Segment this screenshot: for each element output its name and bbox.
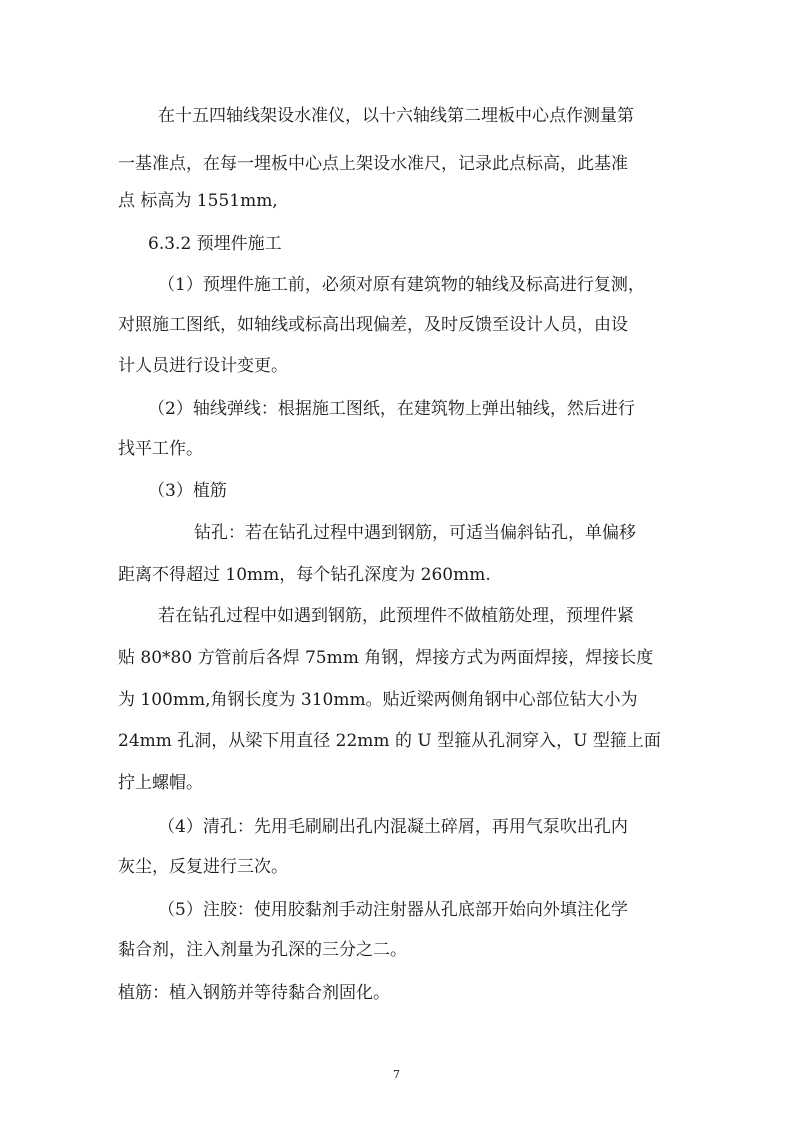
text-line: （2）轴线弹线：根据施工图纸，在建筑物上弹出轴线，然后进行 (148, 399, 635, 419)
text-line: 距离不得超过 10mm，每个钻孔深度为 260mm. (118, 565, 491, 585)
text-line: （5）注胶：使用胶黏剂手动注射器从孔底部开始向外填注化学 (158, 900, 628, 920)
text-line: 植筋：植入钢筋并等待黏合剂固化。 (118, 983, 390, 1003)
text-line: 黏合剂，注入剂量为孔深的三分之二。 (118, 940, 407, 960)
text-line: 若在钻孔过程中如遇到钢筋，此预埋件不做植筋处理，预埋件紧 (158, 606, 634, 626)
page-number: 7 (393, 1068, 400, 1081)
text-line: （3）植筋 (148, 481, 227, 501)
section-heading: 6.3.2 预埋件施工 (148, 234, 282, 254)
text-line: 灰尘，反复进行三次。 (118, 857, 288, 877)
text-line: 24mm 孔洞，从梁下用直径 22mm 的 U 型箍从孔洞穿入，U 型箍上面 (118, 731, 661, 751)
text-line: （4）清孔：先用毛刷刷出孔内混凝土碎屑，再用气泵吹出孔内 (158, 817, 628, 837)
text-line: 钻孔：若在钻孔过程中遇到钢筋，可适当偏斜钻孔，单偏移 (194, 523, 636, 543)
text-line: 找平工作。 (118, 439, 203, 459)
text-line: 对照施工图纸，如轴线或标高出现偏差，及时反馈至设计人员，由设 (118, 315, 628, 335)
text-line: 拧上螺帽。 (118, 773, 203, 793)
text-line: 计人员进行设计变更。 (118, 356, 288, 376)
text-line: （1）预埋件施工前，必须对原有建筑物的轴线及标高进行复测， (158, 275, 645, 295)
text-line: 一基准点，在每一埋板中心点上架设水准尺，记录此点标高，此基准 (118, 154, 628, 174)
text-line: 为 100mm,角钢长度为 310mm。贴近梁两侧角钢中心部位钻大小为 (118, 690, 638, 710)
text-line: 点 标高为 1551mm, (118, 191, 278, 211)
text-line: 贴 80*80 方管前后各焊 75mm 角钢，焊接方式为两面焊接，焊接长度 (118, 648, 654, 668)
text-line: 在十五四轴线架设水准仪，以十六轴线第二埋板中心点作测量第 (158, 106, 634, 126)
